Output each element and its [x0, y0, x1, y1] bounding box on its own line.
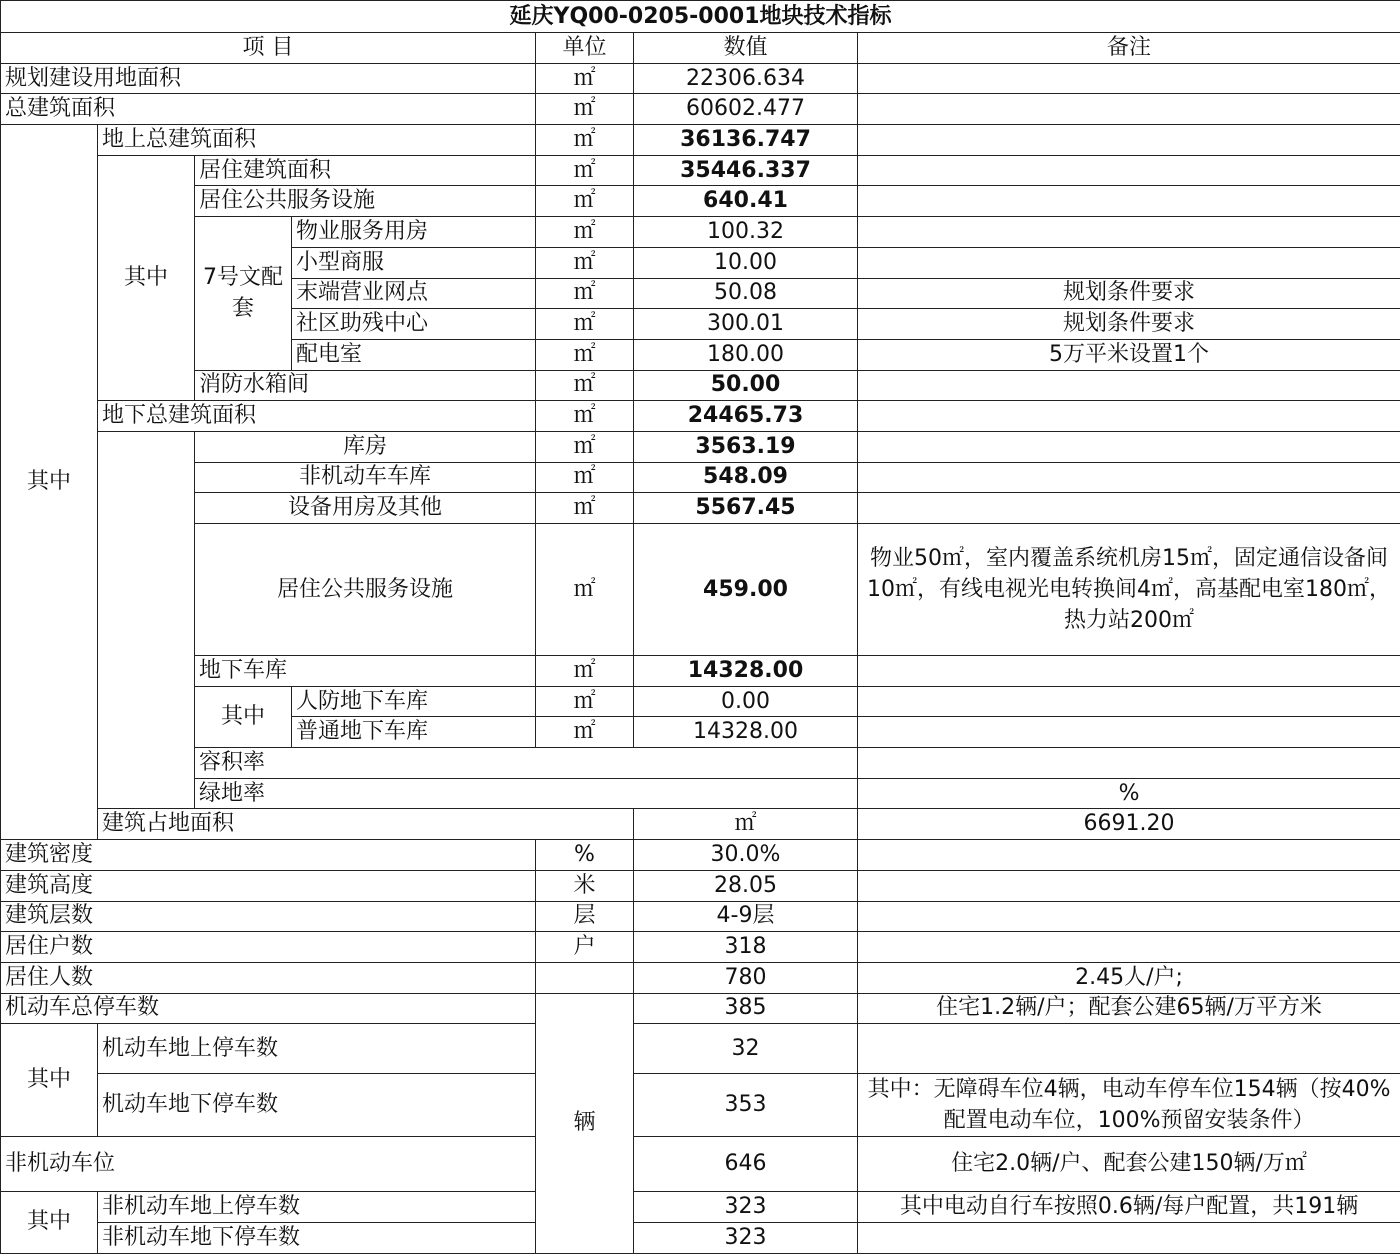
- row-label: 建筑层数: [1, 901, 536, 932]
- row-label: 社区助残中心: [292, 309, 536, 340]
- row-value: 10.00: [634, 247, 858, 278]
- row-value: 14328.00: [634, 717, 858, 748]
- row-note: 其中：无障碍车位4辆，电动车停车位154辆（按40%配置电动车位，100%预留安装条件）: [858, 1074, 1400, 1137]
- row-label: 居住公共服务设施: [195, 524, 536, 656]
- row-unit: ㎡: [536, 370, 634, 401]
- row-value: 100.32: [634, 217, 858, 248]
- row-label: 建筑高度: [1, 870, 536, 901]
- table-title: 延庆YQ00-0205-0001地块技术指标: [1, 1, 1400, 33]
- row-unit: ㎡: [536, 524, 634, 656]
- row-label: 居住建筑面积: [195, 155, 536, 186]
- row-value: 6691.20: [858, 809, 1400, 840]
- parking-unit-cell: 辆: [536, 993, 634, 1253]
- row-value: 180.00: [634, 339, 858, 370]
- row-note: [858, 901, 1400, 932]
- row-note: 规划条件要求: [858, 278, 1400, 309]
- table-row: [1, 1024, 1400, 1074]
- row-unit: ㎡: [536, 186, 634, 217]
- row-label: 规划建设用地面积: [1, 63, 536, 94]
- table-row: [1, 370, 1400, 401]
- row-value: 35446.337: [634, 155, 858, 186]
- row-note: [858, 870, 1400, 901]
- table-row: [1, 217, 1400, 248]
- table-row: [1, 155, 1400, 186]
- table-row: [1, 493, 1400, 524]
- row-value: 24465.73: [634, 401, 858, 432]
- row-note: [858, 63, 1400, 94]
- table-row: [1, 901, 1400, 932]
- row-label: 机动车地下停车数: [98, 1074, 536, 1137]
- row-note: [858, 932, 1400, 963]
- row-value: 36136.747: [634, 125, 858, 156]
- row-label: 地上总建筑面积: [98, 125, 536, 156]
- header-row: [1, 33, 1400, 64]
- table-row: [1, 686, 1400, 717]
- row-label: 人防地下车库: [292, 686, 536, 717]
- row-note: 住宅2.0辆/户、配套公建150辆/万㎡: [858, 1137, 1400, 1192]
- row-note: [858, 155, 1400, 186]
- row-value: 323: [634, 1192, 858, 1223]
- row-unit: ㎡: [536, 656, 634, 687]
- row-unit: ㎡: [536, 155, 634, 186]
- row-unit: ㎡: [536, 278, 634, 309]
- row-unit: ㎡: [536, 125, 634, 156]
- underground-blank-cell: [98, 431, 195, 809]
- table-row: [1, 94, 1400, 125]
- row-note: [858, 401, 1400, 432]
- row-value: 300.01: [634, 309, 858, 340]
- row-value: 780: [634, 962, 858, 993]
- row-label: 库房: [195, 431, 536, 462]
- row-unit: [858, 748, 1400, 779]
- row-unit: 米: [536, 870, 634, 901]
- table-row: [1, 1222, 1400, 1253]
- row-value: 50.08: [634, 278, 858, 309]
- row-label: 居住公共服务设施: [195, 186, 536, 217]
- row-unit: [536, 962, 634, 993]
- row-unit: ㎡: [536, 339, 634, 370]
- table-row: [1, 1074, 1400, 1137]
- row-label: 机动车地上停车数: [98, 1024, 536, 1074]
- row-label: 机动车总停车数: [1, 993, 536, 1024]
- row-unit: ㎡: [536, 309, 634, 340]
- row-label: 建筑密度: [1, 840, 536, 871]
- row-note: 住宅1.2辆/户；配套公建65辆/万平方米: [858, 993, 1400, 1024]
- row-label: 非机动车地上停车数: [98, 1192, 536, 1223]
- row-label: 地下总建筑面积: [98, 401, 536, 432]
- row-unit: ㎡: [536, 401, 634, 432]
- row-unit: ㎡: [536, 63, 634, 94]
- row-note: 其中电动自行车按照0.6辆/每户配置，共191辆: [858, 1192, 1400, 1223]
- row-unit: 户: [536, 932, 634, 963]
- row-note: [858, 717, 1400, 748]
- row-unit: ㎡: [536, 431, 634, 462]
- table-row: [1, 431, 1400, 462]
- row-value: 640.41: [634, 186, 858, 217]
- row-unit: ㎡: [536, 686, 634, 717]
- row-note: [858, 186, 1400, 217]
- row-note: [858, 493, 1400, 524]
- row-label: 非机动车位: [1, 1137, 536, 1192]
- row-value: 353: [634, 1074, 858, 1137]
- row-unit: ㎡: [634, 809, 858, 840]
- row-unit: %: [858, 778, 1400, 809]
- row-value: 3563.19: [634, 431, 858, 462]
- header-unit: 单位: [536, 33, 634, 64]
- table-row: [1, 870, 1400, 901]
- row-label: 非机动车车库: [195, 462, 536, 493]
- group-label-motor: 其中: [1, 1024, 98, 1137]
- row-note: [858, 656, 1400, 687]
- row-value: 548.09: [634, 462, 858, 493]
- row-note: [858, 462, 1400, 493]
- group-label-garage: 其中: [195, 686, 292, 747]
- row-value: 28.05: [634, 870, 858, 901]
- row-label: 总建筑面积: [1, 94, 536, 125]
- row-value: 459.00: [634, 524, 858, 656]
- row-label: 小型商服: [292, 247, 536, 278]
- table-row: [1, 840, 1400, 871]
- table-row: [1, 932, 1400, 963]
- table-row: [1, 656, 1400, 687]
- table-row: [1, 1192, 1400, 1223]
- row-label: 容积率: [195, 748, 858, 779]
- row-value: 0.00: [634, 686, 858, 717]
- row-value: 318: [634, 932, 858, 963]
- row-note: [858, 247, 1400, 278]
- table-row: [1, 462, 1400, 493]
- row-label: 绿地率: [195, 778, 858, 809]
- row-label: 居住人数: [1, 962, 536, 993]
- row-value: 385: [634, 993, 858, 1024]
- row-label: 设备用房及其他: [195, 493, 536, 524]
- table-row: [1, 63, 1400, 94]
- row-note: 5万平米设置1个: [858, 339, 1400, 370]
- table-row: [1, 962, 1400, 993]
- row-value: 323: [634, 1222, 858, 1253]
- title-row: [1, 1, 1400, 33]
- row-label: 非机动车地下停车数: [98, 1222, 536, 1253]
- row-note: [858, 1222, 1400, 1253]
- row-note: [858, 370, 1400, 401]
- row-value: 5567.45: [634, 493, 858, 524]
- group-label-above: 其中: [98, 155, 195, 401]
- row-unit: %: [536, 840, 634, 871]
- row-label: 居住户数: [1, 932, 536, 963]
- row-note: [858, 686, 1400, 717]
- row-value: 14328.00: [634, 656, 858, 687]
- row-value: 646: [634, 1137, 858, 1192]
- table-row: [1, 748, 1400, 779]
- row-label: 配电室: [292, 339, 536, 370]
- row-label: 物业服务用房: [292, 217, 536, 248]
- row-unit: 层: [536, 901, 634, 932]
- table-row: [1, 186, 1400, 217]
- table-row: [1, 401, 1400, 432]
- row-note: 2.45人/户;: [858, 962, 1400, 993]
- row-value: 60602.477: [634, 94, 858, 125]
- header-note: 备注: [858, 33, 1400, 64]
- row-note: [858, 125, 1400, 156]
- row-unit: ㎡: [536, 94, 634, 125]
- row-note: [858, 217, 1400, 248]
- row-value: 32: [634, 1024, 858, 1074]
- header-item: 项 目: [1, 33, 536, 64]
- row-label: 末端营业网点: [292, 278, 536, 309]
- table-row: [1, 524, 1400, 656]
- row-value: 4-9层: [634, 901, 858, 932]
- row-unit: ㎡: [536, 217, 634, 248]
- row-note: [858, 94, 1400, 125]
- row-label: 消防水箱间: [195, 370, 536, 401]
- group-label-nonmotor: 其中: [1, 1192, 98, 1253]
- row-label: 建筑占地面积: [98, 809, 634, 840]
- row-note: [858, 431, 1400, 462]
- group-label-area: 其中: [1, 125, 98, 840]
- group-label-supporting: 7号文配套: [195, 217, 292, 370]
- row-label: 普通地下车库: [292, 717, 536, 748]
- row-value: 50.00: [634, 370, 858, 401]
- table-row: [1, 809, 1400, 840]
- row-note: [858, 840, 1400, 871]
- row-unit: ㎡: [536, 717, 634, 748]
- row-unit: ㎡: [536, 493, 634, 524]
- row-note: 规划条件要求: [858, 309, 1400, 340]
- table-row: [1, 125, 1400, 156]
- row-label: 地下车库: [195, 656, 536, 687]
- row-note: [858, 1024, 1400, 1074]
- row-unit: ㎡: [536, 247, 634, 278]
- header-value: 数值: [634, 33, 858, 64]
- table-row: [1, 778, 1400, 809]
- row-unit: ㎡: [536, 462, 634, 493]
- table-row: [1, 993, 1400, 1024]
- row-note: 物业50㎡，室内覆盖系统机房15㎡，固定通信设备间10㎡，有线电视光电转换间4㎡，高基配电室180㎡，热力站200㎡: [858, 524, 1400, 656]
- table-row: [1, 1137, 1400, 1192]
- row-value: 30.0%: [634, 840, 858, 871]
- row-value: 22306.634: [634, 63, 858, 94]
